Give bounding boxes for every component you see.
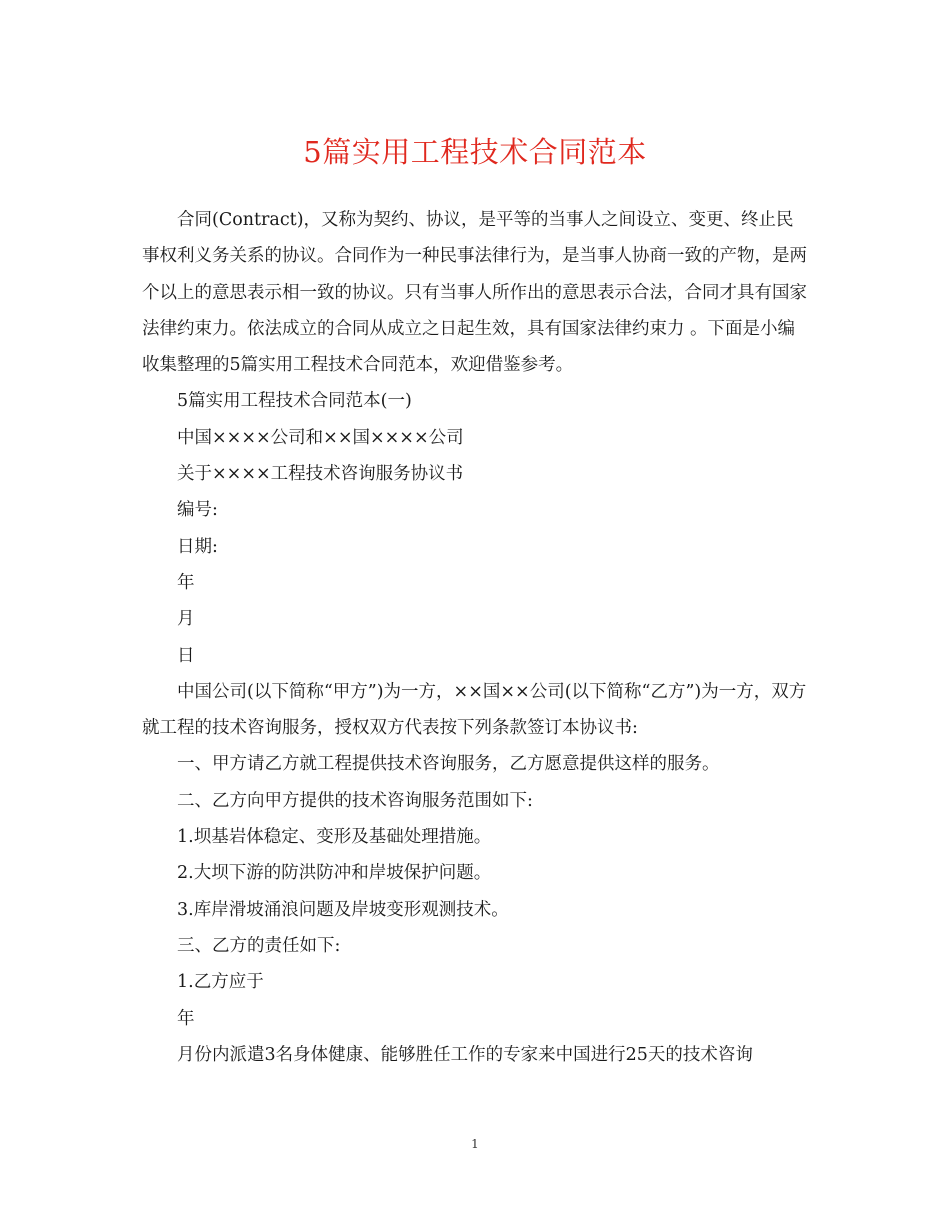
article-2: 二、乙方向甲方提供的技术咨询服务范围如下: <box>177 790 533 811</box>
parties-line: 中国××××公司和××国××××公司 <box>177 427 464 448</box>
article-3-item-1-continued: 月份内派遣3名身体健康、能够胜任工作的专家来中国进行25天的技术咨询 <box>177 1044 753 1065</box>
article-3-item-1: 1.乙方应于 <box>177 972 264 993</box>
agreement-title: 关于××××工程技术咨询服务协议书 <box>177 464 464 485</box>
page-number: 1 <box>471 1137 479 1151</box>
day-label: 日 <box>177 645 195 666</box>
article-2-item-2: 2.大坝下游的防洪防冲和岸坡保护问题。 <box>177 863 492 884</box>
article-3: 三、乙方的责任如下: <box>177 935 341 956</box>
year-label: 年 <box>177 572 195 593</box>
article-3-year: 年 <box>177 1008 195 1029</box>
article-2-item-1: 1.坝基岩体稳定、变形及基础处理措施。 <box>177 827 492 848</box>
article-1: 一、甲方请乙方就工程提供技术咨询服务，乙方愿意提供这样的服务。 <box>177 754 720 775</box>
article-2-item-3: 3.库岸滑坡涌浪问题及岸坡变形观测技术。 <box>177 899 509 920</box>
date-label: 日期: <box>177 536 218 557</box>
number-label: 编号: <box>177 500 218 521</box>
parties-clause: 中国公司(以下简称“甲方”)为一方，××国××公司(以下简称“乙方”)为一方，双方就工程的技术咨询服务，授权双方代表按下列条款签订本协议书: <box>142 681 807 739</box>
document-title: 5篇实用工程技术合同范本 <box>303 135 647 169</box>
document-body <box>142 202 807 1073</box>
month-label: 月 <box>177 609 195 630</box>
section-heading: 5篇实用工程技术合同范本(一) <box>177 391 412 412</box>
intro-paragraph: 合同(Contract)，又称为契约、协议，是平等的当事人之间设立、变更、终止民事权利义务关系的协议。合同作为一种民事法律行为，是当事人协商一致的产物，是两个以上的意思表示相一致的协议。只有当事人所作出的意思表示合法，合同才具有国家法律约束力。依法成立的合同从成立之日起生效，具有国家法律约束力 。下面是小编收集整理的5篇实用工程技术合同范本，欢迎借鉴参考。 <box>142 210 807 376</box>
